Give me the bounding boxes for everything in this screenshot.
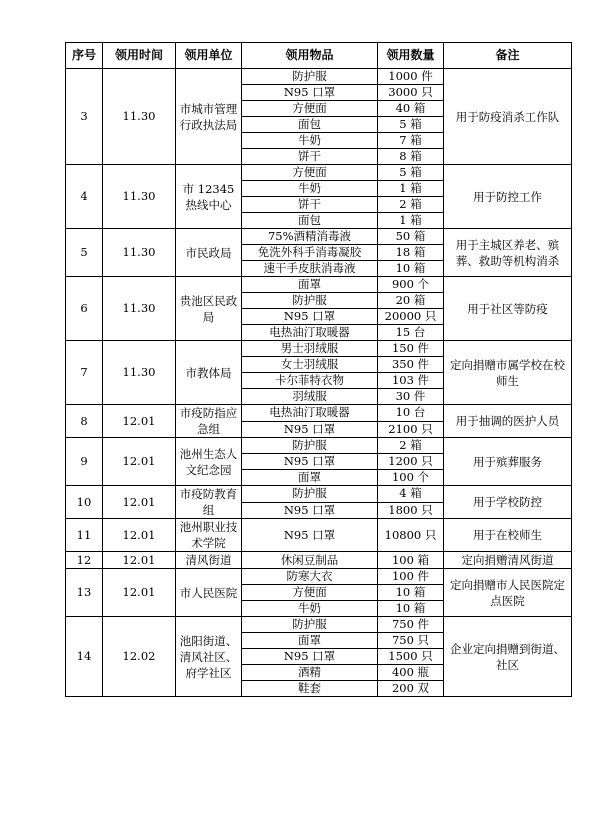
cell-quantity: 2 箱 (378, 438, 444, 454)
cell-quantity: 1 箱 (378, 213, 444, 229)
cell-note: 用于防控工作 (444, 165, 572, 229)
cell-item: 面罩 (242, 633, 378, 649)
cell-unit: 市疫防教育组 (176, 486, 242, 519)
cell-unit: 市疫防指应急组 (176, 405, 242, 438)
cell-date: 12.01 (103, 569, 176, 617)
cell-unit: 市人民医院 (176, 569, 242, 617)
cell-unit: 市民政局 (176, 229, 242, 277)
cell-date: 12.01 (103, 552, 176, 569)
cell-quantity: 10 箱 (378, 601, 444, 617)
cell-item: 牛奶 (242, 133, 378, 149)
cell-quantity: 10 箱 (378, 585, 444, 601)
cell-item: 面包 (242, 213, 378, 229)
cell-quantity: 4 箱 (378, 486, 444, 503)
cell-seq: 9 (66, 438, 103, 486)
table-row (66, 277, 572, 293)
header-note: 备注 (444, 43, 572, 69)
cell-note: 用于防疫消杀工作队 (444, 69, 572, 165)
cell-item: 方便面 (242, 165, 378, 181)
table-row (66, 486, 572, 503)
cell-unit: 清风街道 (176, 552, 242, 569)
cell-item: 方便面 (242, 101, 378, 117)
cell-item: N95 口罩 (242, 454, 378, 470)
cell-quantity: 103 件 (378, 373, 444, 389)
cell-note: 定向捐赠市属学校在校师生 (444, 341, 572, 405)
cell-quantity: 1200 只 (378, 454, 444, 470)
table-row (66, 519, 572, 552)
cell-seq: 3 (66, 69, 103, 165)
cell-quantity: 30 件 (378, 389, 444, 405)
cell-item: 牛奶 (242, 181, 378, 197)
header-seq: 序号 (66, 43, 103, 69)
table-row (66, 405, 572, 422)
table-row (66, 229, 572, 245)
cell-quantity: 50 箱 (378, 229, 444, 245)
cell-item: 饼干 (242, 197, 378, 213)
cell-item: N95 口罩 (242, 519, 378, 552)
cell-date: 11.30 (103, 277, 176, 341)
cell-quantity: 900 个 (378, 277, 444, 293)
cell-quantity: 1 箱 (378, 181, 444, 197)
cell-quantity: 10 箱 (378, 261, 444, 277)
cell-quantity: 5 箱 (378, 117, 444, 133)
cell-item: 休闲豆制品 (242, 552, 378, 569)
cell-date: 11.30 (103, 69, 176, 165)
cell-note: 用于殡葬服务 (444, 438, 572, 486)
cell-seq: 8 (66, 405, 103, 438)
cell-unit: 市教体局 (176, 341, 242, 405)
cell-unit: 池州职业技术学院 (176, 519, 242, 552)
cell-date: 12.02 (103, 617, 176, 697)
cell-date: 12.01 (103, 438, 176, 486)
cell-item: 速干手皮肤消毒液 (242, 261, 378, 277)
table-row (66, 569, 572, 585)
cell-note: 用于在校师生 (444, 519, 572, 552)
cell-item: 方便面 (242, 585, 378, 601)
cell-quantity: 750 件 (378, 617, 444, 633)
cell-quantity: 10800 只 (378, 519, 444, 552)
cell-note: 用于社区等防疫 (444, 277, 572, 341)
cell-seq: 13 (66, 569, 103, 617)
cell-item: 防护服 (242, 617, 378, 633)
cell-item: N95 口罩 (242, 85, 378, 101)
cell-item: 牛奶 (242, 601, 378, 617)
cell-item: 电热油汀取暖器 (242, 405, 378, 422)
cell-quantity: 350 件 (378, 357, 444, 373)
table-body (66, 69, 572, 697)
cell-unit: 池州生态人文纪念园 (176, 438, 242, 486)
header-item: 领用物品 (242, 43, 378, 69)
cell-quantity: 200 双 (378, 681, 444, 697)
cell-date: 11.30 (103, 165, 176, 229)
cell-item: 鞋套 (242, 681, 378, 697)
cell-quantity: 8 箱 (378, 149, 444, 165)
cell-item: 电热油汀取暖器 (242, 325, 378, 341)
cell-item: 羽绒服 (242, 389, 378, 405)
cell-date: 12.01 (103, 405, 176, 438)
cell-unit: 贵池区民政局 (176, 277, 242, 341)
cell-date: 12.01 (103, 486, 176, 519)
supply-distribution-table (65, 42, 572, 697)
cell-item: 免洗外科手消毒凝胶 (242, 245, 378, 261)
cell-item: 防护服 (242, 293, 378, 309)
header-unit: 领用单位 (176, 43, 242, 69)
cell-seq: 6 (66, 277, 103, 341)
cell-item: 饼干 (242, 149, 378, 165)
cell-note: 企业定向捐赠到街道、社区 (444, 617, 572, 697)
table-row (66, 165, 572, 181)
cell-quantity: 100 件 (378, 569, 444, 585)
cell-item: 防护服 (242, 438, 378, 454)
cell-seq: 14 (66, 617, 103, 697)
cell-seq: 7 (66, 341, 103, 405)
table-row (66, 552, 572, 569)
cell-quantity: 150 件 (378, 341, 444, 357)
cell-date: 11.30 (103, 341, 176, 405)
cell-item: N95 口罩 (242, 309, 378, 325)
cell-item: N95 口罩 (242, 649, 378, 665)
table-row (66, 341, 572, 357)
cell-note: 用于抽调的医护人员 (444, 405, 572, 438)
cell-item: 卡尔菲特衣物 (242, 373, 378, 389)
cell-seq: 5 (66, 229, 103, 277)
cell-quantity: 2100 只 (378, 421, 444, 438)
cell-note: 定向捐赠清风街道 (444, 552, 572, 569)
cell-date: 12.01 (103, 519, 176, 552)
cell-quantity: 10 台 (378, 405, 444, 422)
cell-quantity: 100 箱 (378, 552, 444, 569)
cell-quantity: 15 台 (378, 325, 444, 341)
cell-date: 11.30 (103, 229, 176, 277)
cell-unit: 市 12345 热线中心 (176, 165, 242, 229)
cell-seq: 10 (66, 486, 103, 519)
table-row (66, 438, 572, 454)
cell-quantity: 20000 只 (378, 309, 444, 325)
cell-item: N95 口罩 (242, 502, 378, 519)
cell-quantity: 3000 只 (378, 85, 444, 101)
cell-item: N95 口罩 (242, 421, 378, 438)
cell-quantity: 20 箱 (378, 293, 444, 309)
cell-note: 用于主城区养老、殡葬、救助等机构消杀 (444, 229, 572, 277)
cell-item: 面罩 (242, 277, 378, 293)
cell-item: 面罩 (242, 470, 378, 486)
cell-quantity: 1000 件 (378, 69, 444, 85)
cell-quantity: 7 箱 (378, 133, 444, 149)
cell-quantity: 1800 只 (378, 502, 444, 519)
cell-item: 防寒大衣 (242, 569, 378, 585)
cell-note: 用于学校防控 (444, 486, 572, 519)
cell-quantity: 18 箱 (378, 245, 444, 261)
header-date: 领用时间 (103, 43, 176, 69)
cell-quantity: 5 箱 (378, 165, 444, 181)
cell-unit: 市城市管理行政执法局 (176, 69, 242, 165)
cell-item: 酒精 (242, 665, 378, 681)
cell-quantity: 100 个 (378, 470, 444, 486)
cell-quantity: 1500 只 (378, 649, 444, 665)
cell-quantity: 400 瓶 (378, 665, 444, 681)
cell-item: 防护服 (242, 69, 378, 85)
cell-item: 男士羽绒服 (242, 341, 378, 357)
header-row (66, 43, 572, 69)
cell-item: 防护服 (242, 486, 378, 503)
cell-quantity: 40 箱 (378, 101, 444, 117)
cell-seq: 12 (66, 552, 103, 569)
cell-item: 面包 (242, 117, 378, 133)
header-quantity: 领用数量 (378, 43, 444, 69)
cell-quantity: 2 箱 (378, 197, 444, 213)
cell-item: 女士羽绒服 (242, 357, 378, 373)
cell-seq: 4 (66, 165, 103, 229)
cell-item: 75%酒精消毒液 (242, 229, 378, 245)
cell-quantity: 750 只 (378, 633, 444, 649)
cell-seq: 11 (66, 519, 103, 552)
table-row (66, 617, 572, 633)
cell-note: 定向捐赠市人民医院定点医院 (444, 569, 572, 617)
cell-unit: 池阳街道、清风社区、府学社区 (176, 617, 242, 697)
table-row (66, 69, 572, 85)
